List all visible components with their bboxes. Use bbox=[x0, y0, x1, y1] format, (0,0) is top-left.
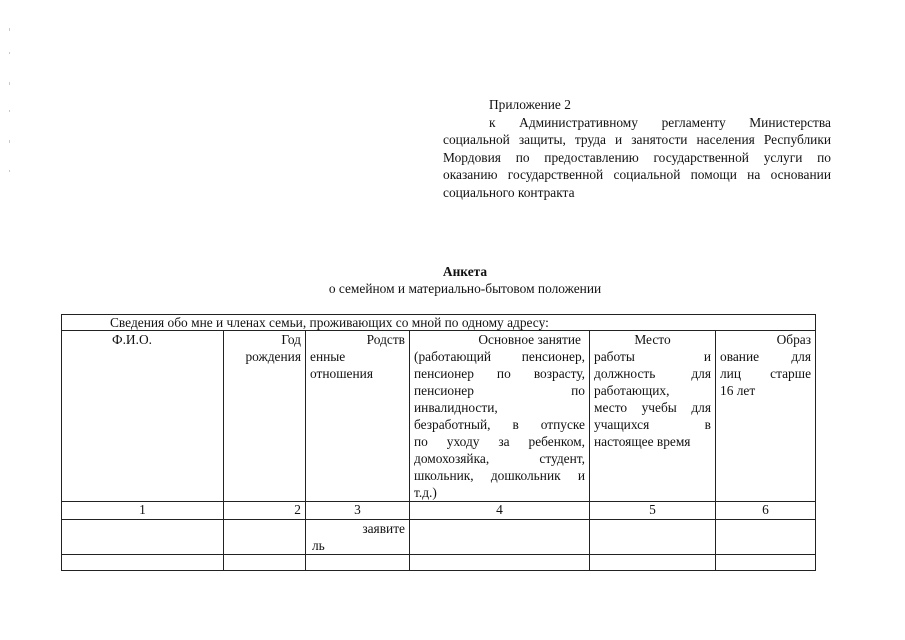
cell-education bbox=[716, 555, 816, 571]
scan-artifact bbox=[9, 110, 10, 112]
form-title: Анкета bbox=[442, 264, 488, 279]
cell-fio bbox=[62, 555, 224, 571]
column-number: 5 bbox=[590, 502, 716, 520]
appendix-body: к Административному регламенту Министерства социальной защиты, труда и занятости населения Республики Мордовия по предоставлению государственной услуги по оказанию государственной социальной помощи на основании социального контракта bbox=[443, 114, 831, 200]
header-occupation: Основное занятие (работающий пенсионер, пенсионер по возрасту, пенсионер по инвалидности, безработный, в отпуске по уходу за ребенком, домохозяйка, студент, школьник, дошкольник и т.д.) bbox=[410, 331, 590, 502]
header-workplace: Место работы и должность для работающих, место учебы для учащихся в настоящее время bbox=[590, 331, 716, 502]
table-header-row bbox=[62, 331, 816, 502]
scan-artifact bbox=[9, 82, 10, 85]
scan-artifact bbox=[9, 28, 10, 31]
header-education: Образ ование для лиц старше 16 лет bbox=[716, 331, 816, 502]
cell-relation: заявите ль bbox=[306, 520, 410, 555]
family-info-table bbox=[61, 314, 816, 571]
table-row bbox=[62, 520, 816, 555]
header-relation: Родств енные отношения bbox=[306, 331, 410, 502]
column-number-row bbox=[62, 502, 816, 520]
column-number: 6 bbox=[716, 502, 816, 520]
cell-birth-year bbox=[224, 520, 306, 555]
table-row bbox=[62, 555, 816, 571]
column-number: 1 bbox=[62, 502, 224, 520]
scan-artifact bbox=[9, 52, 10, 54]
cell-birth-year bbox=[224, 555, 306, 571]
cell-occupation bbox=[410, 555, 590, 571]
cell-workplace bbox=[590, 520, 716, 555]
scan-artifact bbox=[9, 170, 10, 172]
column-number: 4 bbox=[410, 502, 590, 520]
header-fio: Ф.И.О. bbox=[62, 331, 224, 502]
appendix-note bbox=[443, 96, 831, 201]
cell-workplace bbox=[590, 555, 716, 571]
table-intro-row bbox=[62, 315, 816, 331]
appendix-title: Приложение 2 bbox=[489, 97, 571, 112]
form-subtitle: о семейном и материально-бытовом положении bbox=[328, 281, 602, 296]
column-number: 3 bbox=[306, 502, 410, 520]
cell-occupation bbox=[410, 520, 590, 555]
cell-relation bbox=[306, 555, 410, 571]
cell-fio bbox=[62, 520, 224, 555]
scan-artifact bbox=[9, 140, 10, 143]
cell-education bbox=[716, 520, 816, 555]
column-number: 2 bbox=[224, 502, 306, 520]
header-birth-year: Год рождения bbox=[224, 331, 306, 502]
table-intro: Сведения обо мне и членах семьи, проживающих со мной по одному адресу: bbox=[62, 315, 816, 331]
